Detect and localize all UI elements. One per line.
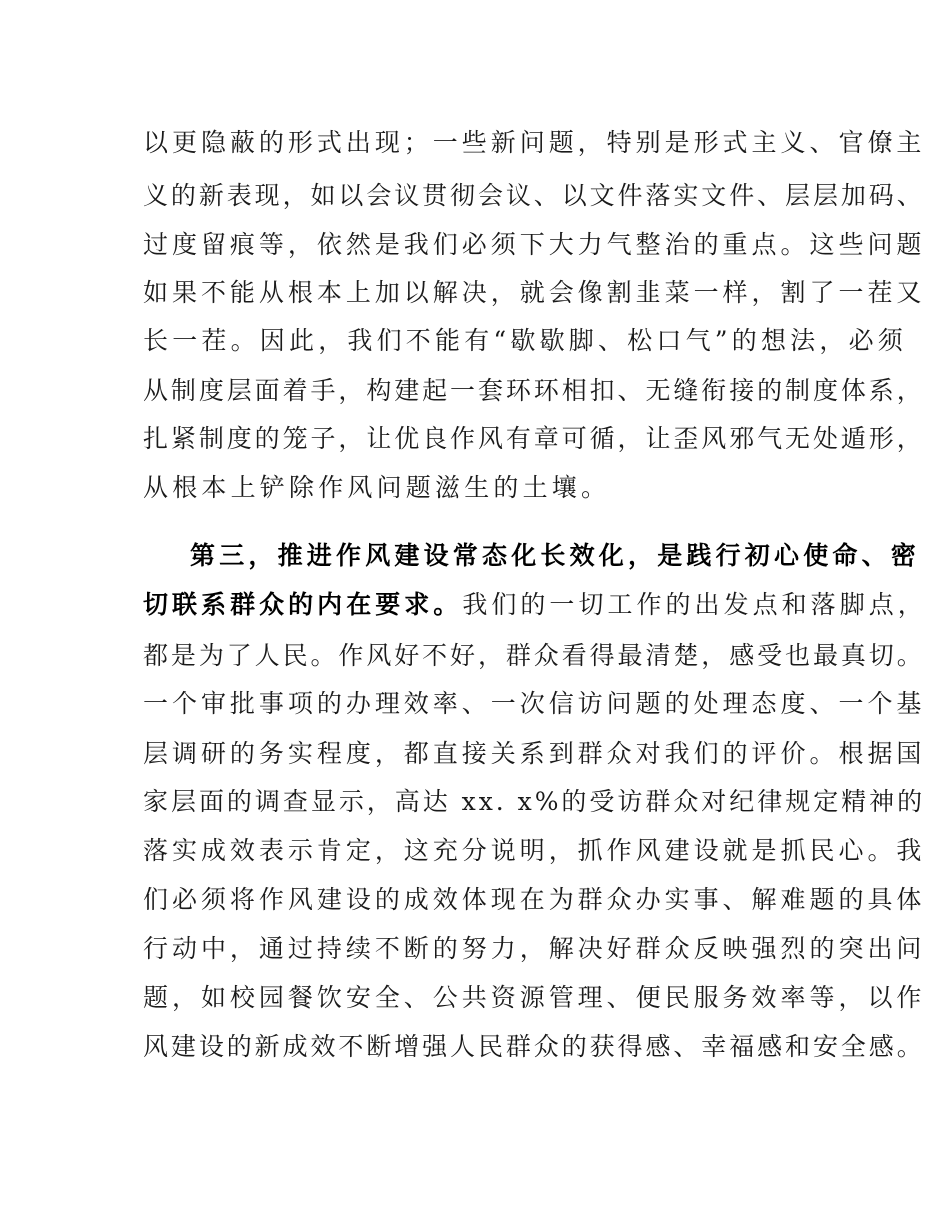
paragraph2-line: 层调研的务实程度，都直接关系到群众对我们的评价。根据国 bbox=[143, 739, 926, 768]
paragraph1-line: 从根本上铲除作风问题滋生的土壤。 bbox=[143, 473, 611, 502]
paragraph1-line: 义的新表现，如以会议贯彻会议、以文件落实文件、层层加码、 bbox=[143, 181, 925, 210]
paragraph2-line: 家层面的调查显示，高达 xx. x%的受访群众对纪律规定精神的 bbox=[143, 787, 926, 816]
paragraph1-line: 以更隐蔽的形式出现；一些新问题，特别是形式主义、官僚主 bbox=[143, 128, 926, 157]
paragraph2-line: 都是为了人民。作风好不好，群众看得最清楚，感受也最真切。 bbox=[143, 641, 925, 670]
paragraph1-line: 从制度层面着手，构建起一套环环相扣、无缝衔接的制度体系， bbox=[143, 376, 925, 405]
paragraph2-heading-bold: 第三，推进作风建设常态化长效化，是践行初心使命、密 bbox=[190, 541, 921, 570]
paragraph1-line: 长一茬。因此，我们不能有“歇歇脚、松口气”的想法，必须 bbox=[143, 326, 907, 355]
paragraph2-line: 行动中，通过持续不断的努力，解决好群众反映强烈的突出问 bbox=[143, 934, 926, 963]
paragraph1-line: 过度留痕等，依然是我们必须下大力气整治的重点。这些问题 bbox=[143, 230, 926, 259]
paragraph2-heading-line bbox=[190, 541, 920, 571]
paragraph2-line: 题，如校园餐饮安全、公共资源管理、便民服务效率等，以作 bbox=[143, 983, 926, 1012]
paragraph2-line: 一个审批事项的办理效率、一次信访问题的处理态度、一个基 bbox=[143, 689, 926, 718]
paragraph2-line: 风建设的新成效不断增强人民群众的获得感、幸福感和安全感。 bbox=[143, 1032, 925, 1061]
paragraph2-line: 落实成效表示肯定，这充分说明，抓作风建设就是抓民心。我 bbox=[143, 836, 926, 865]
paragraph2-heading-bold-end: 切联系群众的内在要求。 bbox=[143, 590, 463, 619]
paragraph2-line: 们必须将作风建设的成效体现在为群众办实事、解难题的具体 bbox=[143, 885, 926, 914]
paragraph1-line: 扎紧制度的笼子，让优良作风有章可循，让歪风邪气无处遁形， bbox=[143, 424, 925, 453]
paragraph2-line bbox=[143, 590, 927, 620]
paragraph2-text: 我们的一切工作的出发点和落脚点， bbox=[462, 590, 927, 619]
paragraph1-line: 如果不能从根本上加以解决，就会像割韭菜一样，割了一茬又 bbox=[143, 278, 926, 307]
